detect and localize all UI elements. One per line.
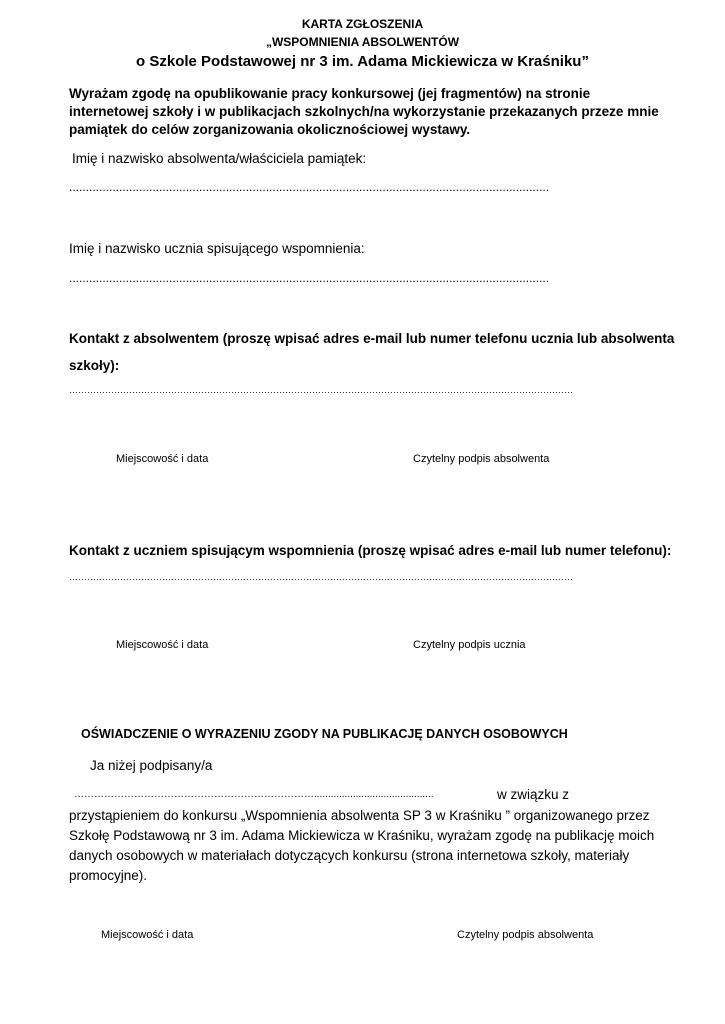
consent-text: Wyrażam zgodę na opublikowanie pracy konkursowej (jej fragmentów) na stronie internetowej szkoły i w publikacjach szkolnych/na wykorzystanie przekazanych przeze mnie pamiątek do celów zorganizowania okolicznościowej wystawy. — [69, 86, 659, 137]
form-subtitle: „WSPOMNIENIA ABSOLWENTÓW — [265, 35, 460, 49]
student-name-label: Imię i nazwisko ucznia spisującego wspomnienia: — [69, 241, 365, 256]
declaration-text-after-line: w związku z — [497, 787, 570, 802]
form-title: KARTA ZGŁOSZENIA — [301, 17, 424, 31]
declarant-name-field[interactable]: ………………………………………………………………........................................... — [74, 789, 434, 800]
graduate-name-label: Imię i nazwisko absolwenta/właściciela pamiątek: — [72, 151, 367, 166]
student-name-field[interactable]: ................................................................................................................................................ — [69, 271, 550, 285]
place-date-label: Miejscowość i data — [116, 453, 209, 465]
school-name: o Szkole Podstawowej nr 3 im. Adama Mickiewicza w Kraśniku” — [136, 53, 589, 70]
place-date-label: Miejscowość i data — [116, 639, 209, 651]
graduate-name-field[interactable]: ................................................................................................................................................ — [69, 180, 550, 194]
declaration-intro: Ja niżej podpisany/a — [90, 758, 213, 773]
declaration-body: przystąpieniem do konkursu „Wspomnienia absolwenta SP 3 w Kraśniku ” organizowanego przez Szkołę Podstawową nr 3 im. Adama Mickiewicza w Kraśniku, wyrażam zgodę na publikację moich danych osobowych w materiałach dotyczących konkursu (strona internetowa szkoły, materiały promocyjne). — [69, 808, 655, 883]
graduate-contact-label-cont: szkoły): — [69, 358, 120, 373]
place-date-label: Miejscowość i data — [101, 929, 194, 941]
declaration-heading: OŚWIADCZENIE O WYRAZENIU ZGODY NA PUBLIKACJĘ DANYCH OSOBOWYCH — [81, 727, 568, 741]
graduate-signature-label: Czytelny podpis absolwenta — [413, 453, 550, 465]
graduate-contact-label: Kontakt z absolwentem (proszę wpisać adres e-mail lub numer telefonu ucznia lub absolwenta — [69, 331, 675, 346]
student-signature-label: Czytelny podpis ucznia — [413, 639, 526, 651]
student-contact-field[interactable]: …………………………………………………………………………………………………………………………………………………… — [69, 572, 573, 582]
student-contact-label: Kontakt z uczniem spisującym wspomnienia (proszę wpisać adres e-mail lub numer telefonu): — [69, 543, 672, 558]
declarant-signature-label: Czytelny podpis absolwenta — [457, 929, 594, 941]
graduate-contact-field[interactable]: …………………………………………………………………………………………………………………………………………………… — [69, 385, 573, 395]
